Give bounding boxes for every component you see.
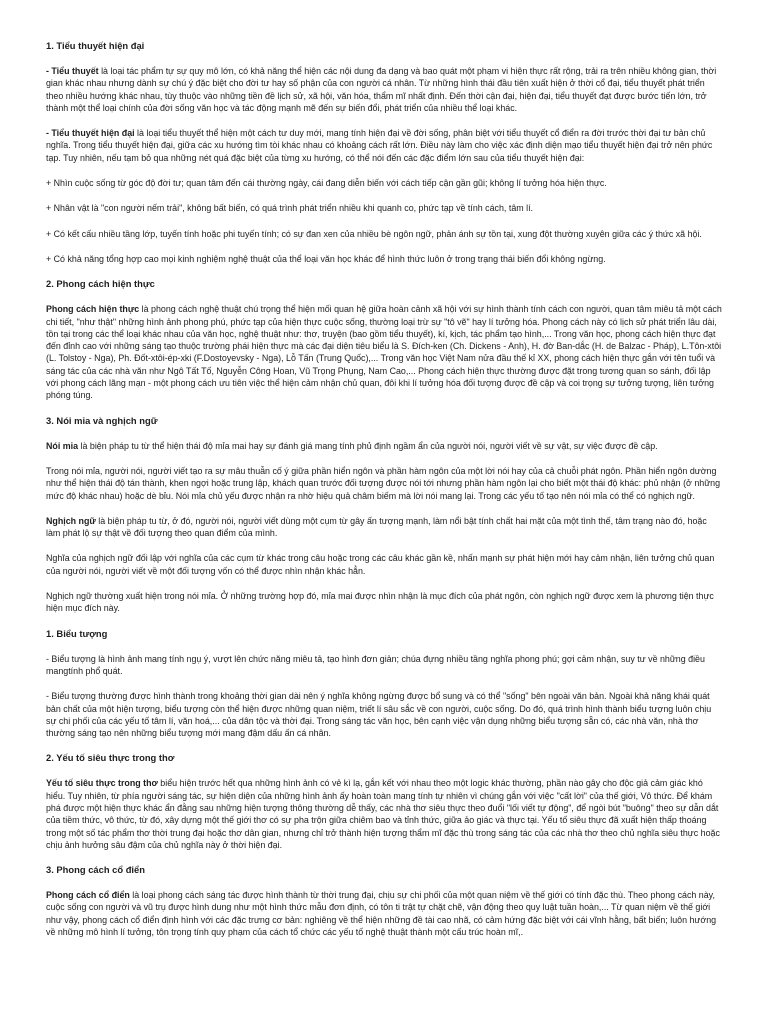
paragraph (46, 303, 722, 401)
paragraph (46, 653, 722, 678)
paragraph-text: + Nhìn cuộc sống từ góc độ đời tư; quan tâm đến cái thường ngày, cái đang diễn biến với cách tiếp cận gần gũi; không lí tưởng hóa hiện thực. (46, 178, 607, 189)
paragraph (46, 65, 722, 114)
term-label: Phong cách cổ điển (46, 890, 130, 901)
paragraph-text: là biện pháp tu từ thể hiện thái độ mỉa mai hay sự đánh giá mang tính phủ định ngầm ẩn của người nói, người viết về sự vật, sự việc được đề cập. (78, 440, 658, 451)
paragraph (46, 590, 722, 615)
paragraph-text: là loại phong cách sáng tác được hình thành từ thời trung đại, chịu sự chi phối của một quan niệm về thế giới có tính đặc thù. Theo phong cách này, cuộc sống con người và vũ trụ được hình dung như một hình thức mẫu đơn định, có tôn ti trật tự chặt chẽ, vận động theo quy luật tuần hoàn,... Từ quan niệm về thế giới như vậy, phong cách cổ điển định hình với các đặc trưng cơ bản: nghiêng về thể hiện những đề tài cao nhã, có cảm hứng đặc biệt với cái vĩnh hằng, bất biến; luôn hướng về những mô hình lí tưởng, tôn trọng tính quy phạm của cách tổ chức các yếu tố nghệ thuật thành một cấu trúc hoàn mĩ,. (46, 890, 717, 938)
paragraph-text: Nghĩa của nghịch ngữ đối lập với nghĩa của các cụm từ khác trong câu hoặc trong các câu khác gần kề, nhấn mạnh sự phát hiện mới hay cảm nhận, liên tưởng chủ quan của người nói, người viết về một đối tượng vốn có thể được nhìn nhận khác hẳn. (46, 553, 715, 576)
paragraph (46, 889, 722, 938)
paragraph-text: Nghịch ngữ thường xuất hiện trong nói mỉa. Ở những trường hợp đó, mỉa mai được nhìn nhận là mục đích của phát ngôn, còn nghịch ngữ được xem là phương tiện thực hiện mục đích này. (46, 591, 714, 614)
section-heading: 1. Biểu tượng (46, 627, 108, 639)
paragraph (46, 552, 722, 577)
term-label: Yếu tố siêu thực trong thơ (46, 778, 158, 789)
paragraph-text: + Nhân vật là "con người nếm trải", không bất biến, có quá trình phát triển nhiều khi quanh co, phức tạp về tính cách, tâm lí. (46, 203, 534, 214)
paragraph (46, 440, 722, 452)
paragraph-text: - Biểu tượng thường được hình thành trong khoảng thời gian dài nên ý nghĩa không ngừng được bổ sung và có thể "sống" bên ngoài văn bản. Ngoài khả năng khái quát bản chất của một hiện tượng, biểu tượng còn thể hiện được những quan niệm, triết lí sâu sắc về con người, cuộc sống. Do đó, quá trình hình thành biểu tượng luôn chịu sự chi phối của các yếu tố tâm lí, văn hoá,... của dân tộc và thời đại. Trong sáng tác văn học, bên cạnh việc vận dụng những biểu tượng sẵn có, các nhà văn, nhà thơ thường sáng tạo nên những biểu tượng mới mang đậm dấu ấn cá nhân. (46, 691, 712, 739)
paragraph (46, 127, 722, 164)
paragraph (46, 228, 722, 240)
paragraph-text: là phong cách nghệ thuật chú trọng thể hiện mối quan hệ giữa hoàn cảnh xã hội với sự hình thành tính cách con người, quan tâm miêu tả một cách chi tiết, "như thật" những hình ảnh phong phú, phức tạp của hiện thực cuộc sống, thường loại trừ sự "tô vẽ" hay lí tưởng hóa. Phong cách này có lịch sử phát triển lâu dài, tồn tại trong các thể loại khác nhau của văn học, nghệ thuật như: thơ, truyện (bao gồm tiểu thuyết), kí, kịch, tác phẩm tạo hình,... Trong văn học, phong cách hiện thực đạt đến đỉnh cao với những sáng tạo thuộc trường phái hiện thực mà các đại diện tiêu biểu là S. Đích-ken (Ch. Dickens - Anh), H. đờ Ban-dắc (H. de Balzac - Pháp), L.Tôn-xtôi (L. Tolstoy - Nga), Ph. Đốt-xtôi-ép-xki (F.Dostoyevsky - Nga), Lỗ Tấn (Trung Quốc),... Trong văn học Việt Nam nửa đầu thế kỉ XX, phong cách hiện thực gắn với tên tuổi và sáng tác của các nhà văn như Ngô Tất Tố, Nguyễn Công Hoan, Vũ Trọng Phụng, Nam Cao,... Phong cách hiện thực thường được đặt trong tương quan so sánh, đối lập với phong cách lãng mạn - một phong cách ưu tiên việc thể hiện cảm nhận chủ quan, đôi khi lí tưởng hóa đối tượng được đề cập và coi trọng sự tưởng tượng, liên tưởng phóng túng. (46, 304, 722, 401)
paragraph (46, 465, 722, 502)
paragraph (46, 690, 722, 739)
term-label: - Tiểu thuyết hiện đại (46, 128, 135, 139)
paragraph (46, 253, 722, 265)
term-label: Nói mỉa (46, 440, 79, 451)
paragraph-text: + Có kết cấu nhiều tầng lớp, tuyến tính hoặc phi tuyến tính; có sự đan xen của nhiều bè ngôn ngữ, phản ánh sự tồn tại, xung đột thường xuyên giữa các ý thức xã hội. (46, 228, 702, 239)
paragraph (46, 515, 722, 540)
section-heading: 3. Nói mỉa và nghịch ngữ (46, 414, 158, 426)
paragraph (46, 202, 722, 214)
section-heading: 2. Phong cách hiện thực (46, 278, 155, 290)
paragraph (46, 177, 722, 189)
paragraph-text: - Biểu tượng là hình ảnh mang tính ngụ ý, vượt lên chức năng miêu tả, tạo hình đơn giản; chúa đựng nhiều tầng nghĩa phong phú; gợi cảm nhận, suy tư về những điều mangtính phổ quát. (46, 653, 705, 676)
term-label: - Tiểu thuyết (46, 66, 99, 76)
paragraph-text: là loại tác phẩm tự sự quy mô lớn, có khả năng thể hiện các nội dung đa dạng và bao quát một phạm vi hiện thực rất rộng, trải ra trên nhiều không gian, thời gian khác nhau nhưng dành sự chú ý đặc biệt cho đời tư hay số phận của con người cá nhân. Từ những hình thái đầu tiên xuất hiện ở thời cổ đại, tiểu thuyết phát triển theo nhiều hướng khác nhau, tùy thuộc vào những tiền đề lịch sử, xã hội, văn hóa, thẩm mĩ nhất định. Đến thời cận đại, hiện đại, tiểu thuyết đạt được bước tiến lớn, trở thành một thể loại chính của đời sống văn học và tác động mạnh mẽ đến sự biến đổi, phát triển của nhiều thể loại khác. (46, 66, 717, 113)
paragraph-text: là biện pháp tu từ, ở đó, người nói, người viết dùng một cụm từ gây ấn tượng mạnh, làm nổi bật tính chất hai mặt của một tình thế, tâm trạng nào đó, hoặc làm phát lộ sự thật về đối tượng theo quan điểm của mình. (46, 515, 707, 539)
paragraph-text: + Có khả năng tổng hợp cao mọi kinh nghiệm nghệ thuật của thể loại văn học khác để hình thức luôn ở trong trạng thái biến đổi không ngừng. (46, 253, 606, 264)
paragraph (46, 777, 722, 851)
paragraph-text: biểu hiện trước hết qua những hình ảnh có vẻ kì lạ, gắn kết với nhau theo một logic khác thường, phần nào gây cho độc giả cảm giác khó hiểu. Tuy nhiên, từ phía người sáng tác, sự hiện diện của những hình ảnh ấy hoàn toàn mang tính tự nhiên vì chúng gắn với việc "cất lời" của thế giới, Vô thức. Để khám phá được một hiện thực khác ẩn đằng sau những hiện tượng thông thường dễ thấy, các nhà thơ siêu thực theo đuổi "lối viết tự động", để ngòi bút "buông" theo sự dẫn dắt của tiềm thức, vô thức, từ đó, xây dựng một thế giới thơ có sự pha trộn giữa chiêm bao và tỉnh thức, giữa ảo giác và thực tại. Yếu tố siêu thực đã xuất hiện thấp thoáng trong một số tác phẩm thơ thời trung đại hoặc thơ dân gian, nhưng chỉ trở thành hiện tượng thẩm mĩ đặc thù trong sáng tác của các nhà thơ theo chủ nghĩa siêu thực hoặc chịu ảnh hưởng sâu đậm của chủ nghĩa này ở thời hiện đại. (46, 778, 720, 850)
term-label: Nghịch ngữ (46, 515, 96, 526)
section-heading: 1. Tiểu thuyết hiện đại (46, 40, 145, 51)
section-heading: 3. Phong cách cổ điển (46, 864, 145, 876)
section-heading: 2. Yếu tố siêu thực trong thơ (46, 752, 175, 764)
paragraph-text: là loại tiểu thuyết thể hiện một cách tư duy mới, mang tính hiện đại về đời sống, phân biệt với tiểu thuyết cổ điển ra đời trước thời đại tư bản chủ nghĩa. Trong tiểu thuyết hiện đại, giữa các xu hướng tìm tòi khác nhau có khoảng cách rất lớn. Điều này làm cho việc xác định diện mạo tiểu thuyết hiện đại trở nên phức tạp. Tuy nhiên, nếu tạm bỏ qua những nét quá đặc biệt của từng xu hướng, có thể nói đến các đặc điểm lớn sau của tiểu thuyết hiện đại: (46, 128, 713, 163)
term-label: Phong cách hiện thực (46, 304, 140, 315)
paragraph-text: Trong nói mỉa, người nói, người viết tạo ra sự mâu thuẫn cố ý giữa phần hiển ngôn và phần hàm ngôn của một lời nói hay của cả chuỗi phát ngôn. Phần hiển ngôn dường như thể hiện thái độ tán thành, khen ngợi hoặc trung lập, khách quan trước đối tượng được nói tới nhưng phần hàm ngôn lại cho biết một thái độ khác: phủ nhận (ở những mức độ khác nhau) hoặc dè bỉu. Nói mỉa chủ yếu được nhận ra nhờ hiệu quả châm biếm mà lời nói mang lại. Trong các yếu tố tạo nên nói mỉa có thể có nghịch ngữ. (46, 465, 721, 501)
